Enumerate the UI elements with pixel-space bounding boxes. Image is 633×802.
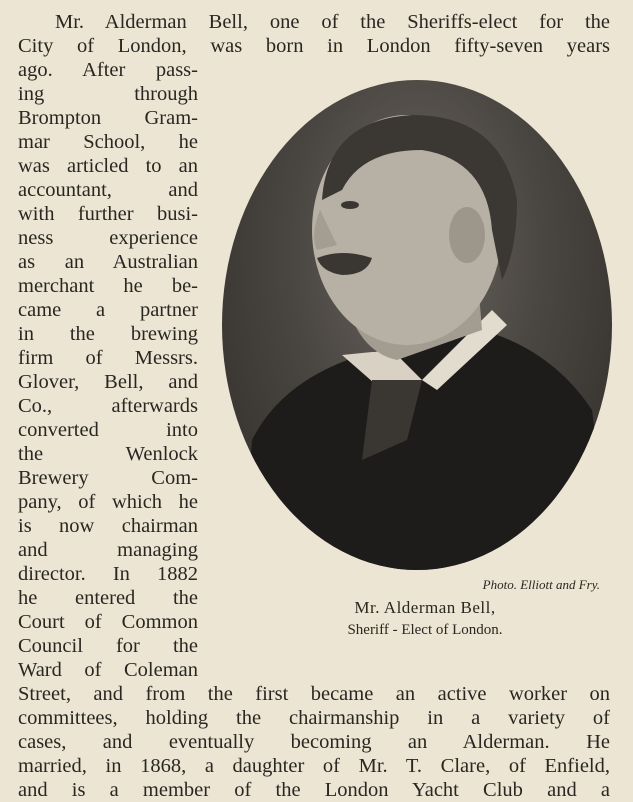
paragraph-line: came a partner xyxy=(18,299,198,321)
paragraph-line: Brewery Com- xyxy=(18,467,198,489)
paragraph-line: ness experience xyxy=(18,227,198,249)
paragraph-line: City of London, was born in London fifty-seven years xyxy=(18,35,610,57)
paragraph-line: ago. After pass- xyxy=(18,59,198,81)
paragraph-line: Mr. Alderman Bell, one of the Sheriffs-elect for the xyxy=(55,11,610,33)
paragraph-line: merchant he be- xyxy=(18,275,198,297)
paragraph-line: Co., afterwards xyxy=(18,395,198,417)
paragraph-line: married, in 1868, a daughter of Mr. T. Clare, of Enfield, xyxy=(18,755,610,777)
paragraph-line: was articled to an xyxy=(18,155,198,177)
paragraph-line: in the brewing xyxy=(18,323,198,345)
paragraph-line: accountant, and xyxy=(18,179,198,201)
paragraph-line: with further busi- xyxy=(18,203,198,225)
paragraph-line: converted into xyxy=(18,419,198,441)
paragraph-line: Glover, Bell, and xyxy=(18,371,198,393)
paragraph-line: the Wenlock xyxy=(18,443,198,465)
paragraph-line: Council for the xyxy=(18,635,198,657)
paragraph-line: Brompton Gram- xyxy=(18,107,198,129)
paragraph-line: is now chairman xyxy=(18,515,198,537)
paragraph-line: he entered the xyxy=(18,587,198,609)
portrait-photo xyxy=(222,80,612,570)
paragraph-line: Ward of Coleman xyxy=(18,659,198,681)
paragraph-line: Court of Common xyxy=(18,611,198,633)
photo-credit: Photo. Elliott and Fry. xyxy=(482,577,600,592)
paragraph-line: director. In 1882 xyxy=(18,563,198,585)
portrait-illustration xyxy=(222,80,612,570)
caption-name: Mr. Alderman Bell, xyxy=(354,598,496,617)
paragraph-line: and is a member of the London Yacht Club and a xyxy=(18,779,610,801)
paragraph-line: committees, holding the chairmanship in a variety of xyxy=(18,707,610,729)
caption-title: Sheriff - Elect of London. xyxy=(347,622,503,638)
paragraph-line: firm of Messrs. xyxy=(18,347,198,369)
paragraph-line: and managing xyxy=(18,539,198,561)
paragraph-line: as an Australian xyxy=(18,251,198,273)
paragraph-line: Street, and from the first became an active worker on xyxy=(18,683,610,705)
paragraph-line: pany, of which he xyxy=(18,491,198,513)
paragraph-line: cases, and eventually becoming an Alderman. He xyxy=(18,731,610,753)
paragraph-line: mar School, he xyxy=(18,131,198,153)
paragraph-line: ing through xyxy=(18,83,198,105)
